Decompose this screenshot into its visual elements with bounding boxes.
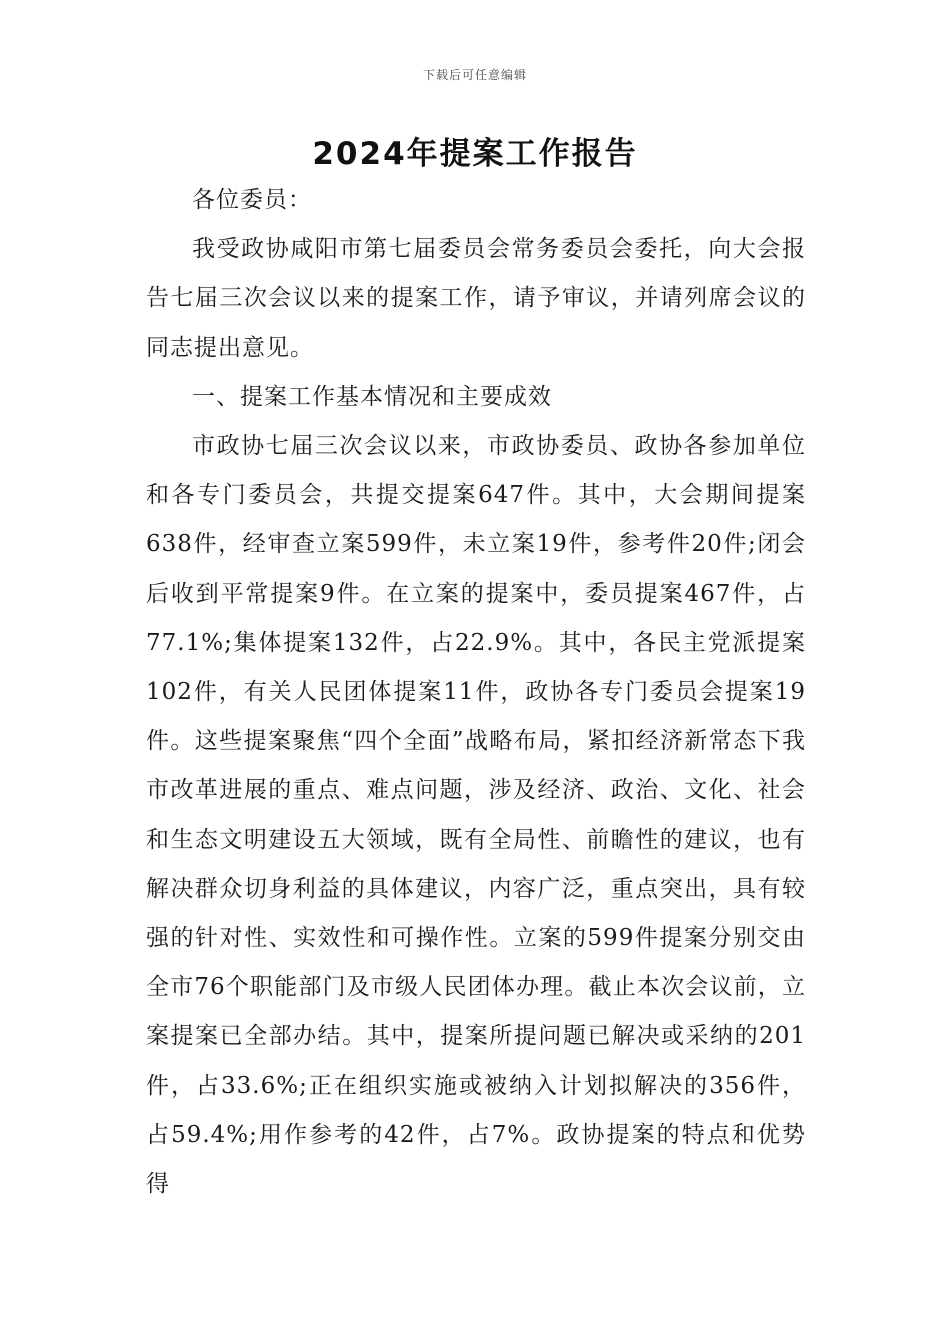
paragraph-intro: 我受政协咸阳市第七届委员会常务委员会委托，向大会报告七届三次会议以来的提案工作，请予审议，并请列席会议的同志提出意见。 [146, 236, 806, 361]
section-heading: 一、提案工作基本情况和主要成效 [192, 383, 552, 410]
header-note: 下载后可任意编辑 [422, 68, 527, 82]
salutation: 各位委员： [192, 187, 312, 213]
document-title: 2024年提案工作报告 [312, 136, 638, 172]
document-body [146, 176, 806, 1209]
paragraph-summary: 市政协七届三次会议以来，市政协委员、政协各参加单位和各专门委员会，共提交提案647件。其中，大会期间提案638件，经审查立案599件，未立案19件，参考件20件;闭会后收到平常提案9件。在立案的提案中，委员提案467件，占77.1%;集体提案132件，占22.9%。其中，各民主党派提案102件，有关人民团体提案11件，政协各专门委员会提案19件。这些提案聚焦“四个全面”战略布局，紧扣经济新常态下我市改革进展的重点、难点问题，涉及经济、政治、文化、社会和生态文明建设五大领域，既有全局性、前瞻性的建议，也有解决群众切身利益的具体建议，内容广泛，重点突出，具有较强的针对性、实效性和可操作性。立案的599件提案分别交由全市76个职能部门及市级人民团体办理。截止本次会议前，立案提案已全部办结。其中，提案所提问题已解决或采纳的201件，占33.6%;正在组织实施或被纳入计划拟解决的356件，占59.4%;用作参考的42件，占7%。政协提案的特点和优势得 [146, 433, 806, 1198]
